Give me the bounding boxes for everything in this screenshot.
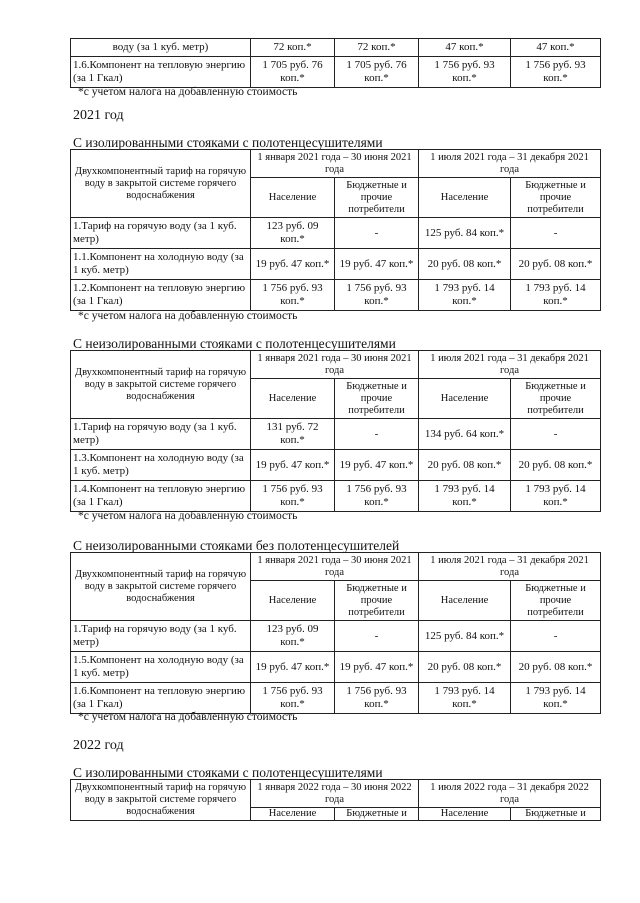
table-row bbox=[71, 218, 601, 249]
cell-value: 1 793 руб. 14 коп.* bbox=[419, 683, 511, 714]
tariff-table bbox=[70, 779, 600, 821]
cell-label: 1.4.Компонент на тепловую энергию (за 1 Гкал) bbox=[71, 481, 251, 512]
header-population: Население bbox=[419, 808, 511, 821]
table-row bbox=[71, 39, 601, 57]
header-population: Население bbox=[251, 379, 335, 419]
cell-value: 1 756 руб. 93 коп.* bbox=[511, 57, 601, 88]
footnote: *с учетом налога на добавленную стоимость bbox=[78, 510, 298, 522]
cell-value: 19 руб. 47 коп.* bbox=[251, 450, 335, 481]
table-row bbox=[71, 280, 601, 311]
cell-value: 19 руб. 47 коп.* bbox=[251, 652, 335, 683]
header-population: Население bbox=[419, 379, 511, 419]
cell-value: 72 коп.* bbox=[251, 39, 335, 57]
section-title: С неизолированными стояками с полотенцесушителями bbox=[73, 336, 396, 351]
cell-value: 123 руб. 09 коп.* bbox=[251, 621, 335, 652]
header-budget: Бюджетные и прочие потребители bbox=[335, 581, 419, 621]
header-period-2: 1 июля 2021 года – 31 декабря 2021 года bbox=[419, 150, 601, 178]
cell-value: 125 руб. 84 коп.* bbox=[419, 621, 511, 652]
cell-value: 1 793 руб. 14 коп.* bbox=[419, 280, 511, 311]
cell-value: 47 коп.* bbox=[511, 39, 601, 57]
header-tariff: Двухкомпонентный тариф на горячую воду в закрытой системе горячего водоснабжения bbox=[71, 553, 251, 621]
cell-value: 1 756 руб. 93 коп.* bbox=[251, 481, 335, 512]
cell-value: 1 793 руб. 14 коп.* bbox=[511, 683, 601, 714]
cell-value: 1 705 руб. 76 коп.* bbox=[335, 57, 419, 88]
cell-label: 1.6.Компонент на тепловую энергию (за 1 Гкал) bbox=[71, 57, 251, 88]
header-budget: Бюджетные и прочие потребители bbox=[335, 379, 419, 419]
footnote: *с учетом налога на добавленную стоимость bbox=[78, 310, 298, 322]
cell-value: 131 руб. 72 коп.* bbox=[251, 419, 335, 450]
cell-value: 20 руб. 08 коп.* bbox=[511, 652, 601, 683]
header-population: Население bbox=[419, 178, 511, 218]
cell-value: 1 705 руб. 76 коп.* bbox=[251, 57, 335, 88]
cell-value: - bbox=[335, 419, 419, 450]
table-row bbox=[71, 249, 601, 280]
cell-value: 1 793 руб. 14 коп.* bbox=[511, 481, 601, 512]
cell-value: 123 руб. 09 коп.* bbox=[251, 218, 335, 249]
cell-value: 125 руб. 84 коп.* bbox=[419, 218, 511, 249]
cell-label: 1.2.Компонент на тепловую энергию (за 1 Гкал) bbox=[71, 280, 251, 311]
cell-value: 20 руб. 08 коп.* bbox=[511, 249, 601, 280]
cell-value: 134 руб. 64 коп.* bbox=[419, 419, 511, 450]
header-population: Население bbox=[251, 808, 335, 821]
header-period-2: 1 июля 2021 года – 31 декабря 2021 года bbox=[419, 553, 601, 581]
year-heading-2022: 2022 год bbox=[73, 738, 124, 753]
cell-value: - bbox=[335, 621, 419, 652]
cell-value: 20 руб. 08 коп.* bbox=[419, 450, 511, 481]
cell-value: - bbox=[335, 218, 419, 249]
header-period-1: 1 января 2021 года – 30 июня 2021 года bbox=[251, 553, 419, 581]
cell-value: 19 руб. 47 коп.* bbox=[335, 652, 419, 683]
cell-label: 1.1.Компонент на холодную воду (за 1 куб. метр) bbox=[71, 249, 251, 280]
tariff-table bbox=[70, 149, 600, 311]
cell-value: 19 руб. 47 коп.* bbox=[335, 249, 419, 280]
cell-value: - bbox=[511, 419, 601, 450]
header-population: Население bbox=[251, 581, 335, 621]
header-budget: Бюджетные и прочие потребители bbox=[511, 178, 601, 218]
cell-label: 1.3.Компонент на холодную воду (за 1 куб. метр) bbox=[71, 450, 251, 481]
header-period-1: 1 января 2021 года – 30 июня 2021 года bbox=[251, 351, 419, 379]
header-tariff: Двухкомпонентный тариф на горячую воду в закрытой системе горячего водоснабжения bbox=[71, 150, 251, 218]
table-row bbox=[71, 621, 601, 652]
header-population: Население bbox=[251, 178, 335, 218]
cell-value: 1 756 руб. 93 коп.* bbox=[335, 481, 419, 512]
cell-value: 47 коп.* bbox=[419, 39, 511, 57]
table-row bbox=[71, 57, 601, 88]
cell-value: 1 793 руб. 14 коп.* bbox=[419, 481, 511, 512]
cell-value: - bbox=[511, 218, 601, 249]
header-period-2: 1 июля 2022 года – 31 декабря 2022 года bbox=[419, 780, 601, 808]
header-tariff: Двухкомпонентный тариф на горячую воду в закрытой системе горячего водоснабжения bbox=[71, 351, 251, 419]
cell-value: 20 руб. 08 коп.* bbox=[511, 450, 601, 481]
cell-label: 1.Тариф на горячую воду (за 1 куб. метр) bbox=[71, 419, 251, 450]
header-budget: Бюджетные и прочие потребители bbox=[335, 178, 419, 218]
cell-value: 20 руб. 08 коп.* bbox=[419, 652, 511, 683]
cell-value: - bbox=[511, 621, 601, 652]
table-row bbox=[71, 450, 601, 481]
cell-value: 1 756 руб. 93 коп.* bbox=[335, 280, 419, 311]
cell-value: 1 793 руб. 14 коп.* bbox=[511, 280, 601, 311]
header-period-1: 1 января 2022 года – 30 июня 2022 года bbox=[251, 780, 419, 808]
table-row bbox=[71, 652, 601, 683]
header-budget: Бюджетные и bbox=[335, 808, 419, 821]
cell-value: 20 руб. 08 коп.* bbox=[419, 249, 511, 280]
header-budget: Бюджетные и bbox=[511, 808, 601, 821]
cell-label: 1.6.Компонент на тепловую энергию (за 1 Гкал) bbox=[71, 683, 251, 714]
table-top bbox=[70, 38, 600, 88]
year-heading-2021: 2021 год bbox=[73, 108, 124, 123]
table-row bbox=[71, 683, 601, 714]
section-title: С неизолированными стояками без полотенцесушителей bbox=[73, 538, 400, 553]
section-title: С изолированными стояками с полотенцесушителями bbox=[73, 765, 383, 780]
header-population: Население bbox=[419, 581, 511, 621]
cell-label: 1.Тариф на горячую воду (за 1 куб. метр) bbox=[71, 218, 251, 249]
cell-value: 19 руб. 47 коп.* bbox=[251, 249, 335, 280]
footnote: *с учетом налога на добавленную стоимость bbox=[78, 711, 298, 723]
cell-value: 1 756 руб. 93 коп.* bbox=[251, 683, 335, 714]
header-period-1: 1 января 2021 года – 30 июня 2021 года bbox=[251, 150, 419, 178]
cell-label: 1.5.Компонент на холодную воду (за 1 куб. метр) bbox=[71, 652, 251, 683]
tariff-table bbox=[70, 552, 600, 714]
header-period-2: 1 июля 2021 года – 31 декабря 2021 года bbox=[419, 351, 601, 379]
cell-label: 1.Тариф на горячую воду (за 1 куб. метр) bbox=[71, 621, 251, 652]
header-tariff: Двухкомпонентный тариф на горячую воду в закрытой системе горячего водоснабжения bbox=[71, 780, 251, 821]
section-title: С изолированными стояками с полотенцесушителями bbox=[73, 135, 383, 150]
footnote: *с учетом налога на добавленную стоимость bbox=[78, 86, 298, 98]
cell-value: 72 коп.* bbox=[335, 39, 419, 57]
cell-value: 1 756 руб. 93 коп.* bbox=[251, 280, 335, 311]
cell-label: воду (за 1 куб. метр) bbox=[71, 39, 251, 57]
cell-value: 19 руб. 47 коп.* bbox=[335, 450, 419, 481]
table-row bbox=[71, 481, 601, 512]
tariff-table bbox=[70, 350, 600, 512]
table-row bbox=[71, 419, 601, 450]
header-budget: Бюджетные и прочие потребители bbox=[511, 379, 601, 419]
cell-value: 1 756 руб. 93 коп.* bbox=[419, 57, 511, 88]
header-budget: Бюджетные и прочие потребители bbox=[511, 581, 601, 621]
cell-value: 1 756 руб. 93 коп.* bbox=[335, 683, 419, 714]
